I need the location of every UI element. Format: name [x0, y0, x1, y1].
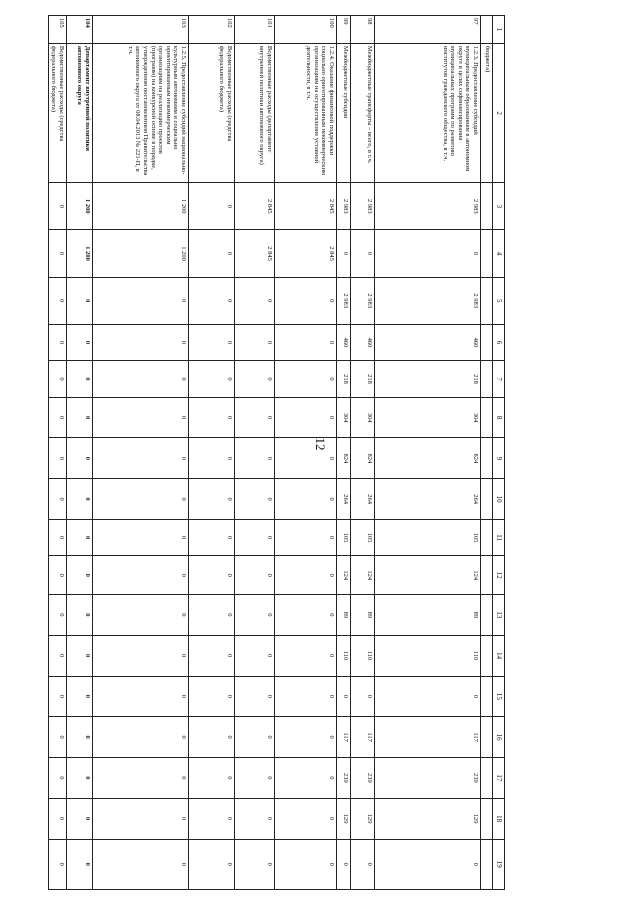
value-cell: 0	[235, 324, 275, 360]
value-cell: 2 845	[235, 230, 275, 277]
value-cell: 0	[93, 676, 189, 717]
value-cell	[481, 183, 493, 230]
value-cell: 0	[235, 798, 275, 839]
value-cell: 0	[189, 519, 235, 555]
row-name-cell: 1.2.5. Предоставление субсидий национально-культурным автономиям и социально ориентированным некоммерческим организациям на реализацию проектов (программ) на конкурсной основе в порядке, утвержденном постановлением Правительства автономного округа от 08.04.2013 № 221-П, в т.ч.	[93, 43, 189, 182]
table-row	[481, 16, 493, 890]
value-cell: 0	[67, 361, 93, 397]
value-cell: 0	[48, 556, 66, 595]
value-cell: 304	[337, 397, 351, 438]
value-cell: 0	[67, 438, 93, 479]
value-cell: 129	[351, 798, 375, 839]
column-header: 19	[493, 839, 505, 890]
column-header: 6	[493, 324, 505, 360]
column-header: 17	[493, 758, 505, 799]
value-cell: 129	[375, 798, 481, 839]
value-cell: 0	[93, 479, 189, 520]
value-cell: 0	[93, 277, 189, 324]
column-header: 10	[493, 479, 505, 520]
value-cell: 0	[337, 839, 351, 890]
value-cell: 0	[189, 758, 235, 799]
value-cell: 0	[235, 839, 275, 890]
value-cell: 0	[235, 595, 275, 636]
document-sheet	[50, 15, 505, 890]
value-cell: 239	[351, 758, 375, 799]
row-number-cell: 102	[189, 16, 235, 44]
table-row	[275, 16, 337, 890]
column-header: 16	[493, 717, 505, 758]
value-cell: 0	[189, 397, 235, 438]
row-name-cell: 1.2.3. Предоставление субсидий муниципальным образованиям в автономном округе в целях софинансирования муниципальных программ по развитию институтов гражданского общества, в т.ч.	[375, 43, 481, 182]
value-cell: 0	[337, 676, 351, 717]
value-cell	[481, 839, 493, 890]
row-name-cell: Ведомственные расходы (средства федерального бюджета)	[48, 43, 66, 182]
value-cell: 0	[67, 798, 93, 839]
value-cell: 89	[337, 595, 351, 636]
value-cell: 0	[235, 676, 275, 717]
value-cell: 2 983	[337, 277, 351, 324]
value-cell: 239	[337, 758, 351, 799]
value-cell: 0	[235, 635, 275, 676]
table-row	[337, 16, 351, 890]
value-cell: 0	[375, 839, 481, 890]
value-cell: 0	[48, 635, 66, 676]
row-name-cell: Межбюджетные трансферты – всего, в т.ч.	[351, 43, 375, 182]
value-cell: 0	[235, 556, 275, 595]
value-cell: 2 983	[351, 277, 375, 324]
value-cell	[481, 758, 493, 799]
value-cell: 0	[48, 277, 66, 324]
value-cell: 0	[235, 758, 275, 799]
table-row	[189, 16, 235, 890]
value-cell: 0	[48, 717, 66, 758]
value-cell: 0	[67, 519, 93, 555]
value-cell: 304	[351, 397, 375, 438]
column-header: 12	[493, 556, 505, 595]
value-cell: 0	[375, 676, 481, 717]
value-cell: 105	[337, 519, 351, 555]
header-row	[493, 16, 505, 890]
column-header: 2	[493, 43, 505, 182]
budget-table	[48, 15, 505, 890]
row-number-cell	[481, 16, 493, 44]
value-cell: 0	[189, 839, 235, 890]
value-cell: 0	[189, 676, 235, 717]
value-cell: 0	[93, 397, 189, 438]
row-number-cell: 98	[351, 16, 375, 44]
value-cell: 0	[93, 324, 189, 360]
row-name-cell: Межбюджетные субсидии	[337, 43, 351, 182]
value-cell: 0	[275, 556, 337, 595]
value-cell: 0	[48, 519, 66, 555]
value-cell: 0	[67, 717, 93, 758]
value-cell: 264	[351, 479, 375, 520]
value-cell: 0	[48, 479, 66, 520]
value-cell: 460	[337, 324, 351, 360]
row-name-cell: Департамент внутренней политики автономного округа	[67, 43, 93, 182]
value-cell: 0	[189, 798, 235, 839]
value-cell: 0	[189, 361, 235, 397]
value-cell: 0	[235, 519, 275, 555]
value-cell: 2 983	[375, 183, 481, 230]
value-cell: 0	[93, 839, 189, 890]
value-cell: 0	[48, 798, 66, 839]
value-cell: 0	[189, 324, 235, 360]
value-cell: 0	[93, 361, 189, 397]
column-header: 11	[493, 519, 505, 555]
value-cell: 218	[375, 361, 481, 397]
rotated-table-wrapper	[50, 15, 505, 890]
row-name-cell: Ведомственные расходы (средства федерального бюджета)	[189, 43, 235, 182]
value-cell: 1 200	[93, 183, 189, 230]
row-number-cell: 97	[375, 16, 481, 44]
row-name-cell: 1.2.4. Оказание финансовой поддержки социально ориентированным некоммерческим организациям на осуществление уставной деятельности, в т.ч.	[275, 43, 337, 182]
value-cell: 0	[67, 277, 93, 324]
value-cell	[481, 230, 493, 277]
value-cell: 264	[375, 479, 481, 520]
value-cell: 110	[337, 635, 351, 676]
value-cell: 0	[275, 519, 337, 555]
column-header: 15	[493, 676, 505, 717]
value-cell	[481, 676, 493, 717]
column-header: 8	[493, 397, 505, 438]
value-cell	[481, 324, 493, 360]
value-cell: 0	[189, 479, 235, 520]
value-cell: 460	[375, 324, 481, 360]
value-cell: 0	[93, 519, 189, 555]
value-cell: 0	[48, 595, 66, 636]
value-cell: 0	[93, 595, 189, 636]
value-cell: 129	[337, 798, 351, 839]
value-cell: 2 845	[235, 183, 275, 230]
value-cell: 304	[375, 397, 481, 438]
value-cell: 0	[235, 438, 275, 479]
column-header: 7	[493, 361, 505, 397]
value-cell: 0	[351, 230, 375, 277]
table-row	[93, 16, 189, 890]
value-cell: 0	[67, 479, 93, 520]
value-cell: 2 983	[337, 183, 351, 230]
value-cell: 2 845	[275, 230, 337, 277]
value-cell: 0	[48, 397, 66, 438]
row-number-cell: 101	[235, 16, 275, 44]
value-cell: 218	[337, 361, 351, 397]
value-cell: 460	[351, 324, 375, 360]
column-header: 9	[493, 438, 505, 479]
value-cell: 0	[235, 361, 275, 397]
value-cell: 105	[375, 519, 481, 555]
value-cell: 0	[275, 839, 337, 890]
value-cell	[481, 361, 493, 397]
value-cell: 0	[48, 183, 66, 230]
row-number-cell: 103	[93, 16, 189, 44]
value-cell: 124	[351, 556, 375, 595]
value-cell	[481, 397, 493, 438]
value-cell: 0	[351, 676, 375, 717]
page-number: 12	[313, 437, 328, 451]
column-header: 3	[493, 183, 505, 230]
value-cell: 89	[351, 595, 375, 636]
value-cell: 2 983	[351, 183, 375, 230]
value-cell: 0	[275, 361, 337, 397]
table-row	[48, 16, 66, 890]
value-cell: 0	[235, 479, 275, 520]
row-number-cell: 105	[48, 16, 66, 44]
table-row	[351, 16, 375, 890]
value-cell: 0	[275, 595, 337, 636]
value-cell: 0	[275, 438, 337, 479]
value-cell: 0	[275, 479, 337, 520]
value-cell: 0	[67, 635, 93, 676]
value-cell: 824	[337, 438, 351, 479]
column-header: 5	[493, 277, 505, 324]
value-cell: 264	[337, 479, 351, 520]
value-cell: 0	[189, 230, 235, 277]
value-cell	[481, 595, 493, 636]
value-cell: 0	[275, 324, 337, 360]
value-cell: 0	[93, 717, 189, 758]
value-cell	[481, 635, 493, 676]
value-cell: 0	[48, 758, 66, 799]
value-cell	[481, 519, 493, 555]
value-cell: 117	[337, 717, 351, 758]
value-cell	[481, 479, 493, 520]
value-cell: 218	[351, 361, 375, 397]
value-cell: 1 200	[93, 230, 189, 277]
value-cell: 105	[351, 519, 375, 555]
value-cell	[481, 717, 493, 758]
column-header: 13	[493, 595, 505, 636]
value-cell: 239	[375, 758, 481, 799]
value-cell: 0	[67, 556, 93, 595]
row-name-cell: Ведомственные расходы (департамент внутренней политики автономного округа)	[235, 43, 275, 182]
value-cell: 0	[275, 798, 337, 839]
value-cell: 0	[275, 397, 337, 438]
value-cell: 824	[351, 438, 375, 479]
value-cell: 0	[48, 676, 66, 717]
value-cell: 0	[93, 798, 189, 839]
value-cell: 0	[235, 277, 275, 324]
value-cell: 2 983	[375, 277, 481, 324]
value-cell: 0	[189, 183, 235, 230]
value-cell: 0	[275, 758, 337, 799]
value-cell: 0	[67, 839, 93, 890]
value-cell: 117	[351, 717, 375, 758]
row-name-cell: бюджета)	[481, 43, 493, 182]
value-cell: 0	[189, 595, 235, 636]
value-cell: 0	[275, 635, 337, 676]
value-cell: 1 200	[67, 183, 93, 230]
value-cell	[481, 556, 493, 595]
row-number-cell: 99	[337, 16, 351, 44]
value-cell: 0	[275, 676, 337, 717]
table-row	[235, 16, 275, 890]
column-header: 14	[493, 635, 505, 676]
value-cell: 0	[48, 839, 66, 890]
value-cell: 0	[67, 758, 93, 799]
value-cell: 0	[93, 758, 189, 799]
value-cell: 0	[67, 595, 93, 636]
table-row	[375, 16, 481, 890]
value-cell: 0	[67, 324, 93, 360]
value-cell: 0	[48, 230, 66, 277]
value-cell: 2 845	[275, 183, 337, 230]
value-cell: 0	[375, 230, 481, 277]
value-cell	[481, 798, 493, 839]
table-row	[67, 16, 93, 890]
value-cell: 0	[93, 556, 189, 595]
value-cell: 0	[93, 438, 189, 479]
value-cell: 0	[337, 230, 351, 277]
row-number-cell: 100	[275, 16, 337, 44]
value-cell: 110	[375, 635, 481, 676]
value-cell	[481, 438, 493, 479]
value-cell: 117	[375, 717, 481, 758]
column-header: 4	[493, 230, 505, 277]
value-cell: 0	[351, 839, 375, 890]
value-cell: 0	[275, 717, 337, 758]
value-cell: 0	[48, 324, 66, 360]
value-cell: 110	[351, 635, 375, 676]
value-cell: 0	[189, 556, 235, 595]
value-cell	[481, 277, 493, 324]
value-cell: 124	[337, 556, 351, 595]
value-cell: 1 200	[67, 230, 93, 277]
column-header: 18	[493, 798, 505, 839]
value-cell: 124	[375, 556, 481, 595]
value-cell: 0	[275, 277, 337, 324]
value-cell: 0	[189, 277, 235, 324]
value-cell: 0	[189, 717, 235, 758]
value-cell: 0	[235, 397, 275, 438]
value-cell: 0	[235, 717, 275, 758]
value-cell: 0	[189, 635, 235, 676]
value-cell: 0	[67, 676, 93, 717]
column-header: 1	[493, 16, 505, 44]
value-cell: 0	[48, 438, 66, 479]
value-cell: 0	[67, 397, 93, 438]
row-number-cell: 104	[67, 16, 93, 44]
value-cell: 0	[189, 438, 235, 479]
value-cell: 89	[375, 595, 481, 636]
value-cell: 0	[48, 361, 66, 397]
value-cell: 824	[375, 438, 481, 479]
value-cell: 0	[93, 635, 189, 676]
